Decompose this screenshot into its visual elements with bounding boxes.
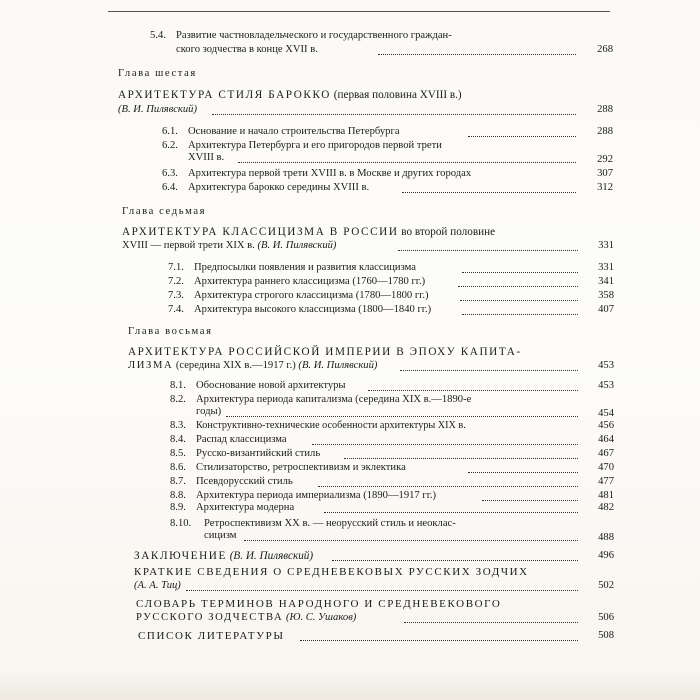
page-number: 453 xyxy=(598,360,614,371)
dot-leader xyxy=(344,458,578,459)
page-number: 358 xyxy=(598,290,614,301)
section-number: 6.1. xyxy=(162,126,178,137)
section-title-cont: сицизм xyxy=(204,530,237,541)
dot-leader xyxy=(312,444,578,445)
page-number: 288 xyxy=(597,126,613,137)
chapter-heading: Глава седьмая xyxy=(122,206,207,217)
section-title: Архитектура Петербурга и его пригородов первой трети xyxy=(188,140,442,151)
dot-leader xyxy=(482,500,578,501)
glossary-author: (Ю. С. Ушаков) xyxy=(285,612,357,623)
dot-leader xyxy=(458,286,578,287)
dot-leader xyxy=(404,622,578,623)
dot-leader xyxy=(468,136,576,137)
dot-leader xyxy=(238,162,576,163)
page-number: 464 xyxy=(598,434,614,445)
section-title: Архитектура барокко середины XVIII в. xyxy=(188,182,370,193)
glossary-title: СЛОВАРЬ ТЕРМИНОВ НАРОДНОГО И СРЕДНЕВЕКОВОГО xyxy=(136,598,502,610)
top-rule xyxy=(108,11,610,12)
glossary-title-line2: РУССКОГО ЗОДЧЕСТВА xyxy=(136,612,284,623)
chapter-heading: Глава восьмая xyxy=(128,326,213,337)
section-number: 8.7. xyxy=(170,476,186,487)
brief-title: КРАТКИЕ СВЕДЕНИЯ О СРЕДНЕВЕКОВЫХ РУССКИХ ЗОДЧИХ xyxy=(134,566,529,578)
section-number: 8.10. xyxy=(170,518,192,529)
page-number: 268 xyxy=(597,44,613,55)
dot-leader xyxy=(324,512,578,513)
section-number: 8.1. xyxy=(170,380,186,391)
section-number: 7.2. xyxy=(168,276,184,287)
page-number: 477 xyxy=(598,476,614,487)
section-number: 8.3. xyxy=(170,420,186,431)
section-title: Предпосылки появления и развития классицизма xyxy=(194,262,416,273)
page-number: 331 xyxy=(598,262,614,273)
section-number: 8.9. xyxy=(170,502,186,513)
section-number: 8.6. xyxy=(170,462,186,473)
chapter-title: АРХИТЕКТУРА РОССИЙСКОЙ ИМПЕРИИ В ЭПОХУ КАПИТА- xyxy=(128,346,522,358)
chapter-title-cont xyxy=(122,240,336,252)
dot-leader xyxy=(398,250,578,251)
section-title: Архитектура первой трети XVIII в. в Москве и других городах xyxy=(188,168,472,179)
glossary-title-cont xyxy=(136,612,356,624)
section-number: 8.4. xyxy=(170,434,186,445)
chapter-heading: Глава шестая xyxy=(118,68,197,79)
section-number: 6.3. xyxy=(162,168,178,179)
conclusion-entry xyxy=(134,550,313,562)
chapter-author: (В. И. Пилявский) xyxy=(257,240,337,251)
dot-leader xyxy=(300,640,578,641)
section-title-cont: XVIII в. xyxy=(188,152,225,163)
chapter-author: (В. И. Пилявский) xyxy=(118,104,197,115)
section-title: Конструктивно-технические особенности архитектуры XIX в. xyxy=(196,420,466,431)
dot-leader xyxy=(318,486,578,487)
page-number: 456 xyxy=(598,420,614,431)
section-number: 8.5. xyxy=(170,448,186,459)
section-title: Русско-византийский стиль xyxy=(196,448,321,459)
section-number: 7.1. xyxy=(168,262,184,273)
chapter-title-cont xyxy=(128,360,377,372)
chapter-subtitle: (первая половина XVIII в.) xyxy=(333,89,462,101)
section-title: Распад классицизма xyxy=(196,434,287,445)
dot-leader xyxy=(400,370,578,371)
conclusion-title: ЗАКЛЮЧЕНИЕ xyxy=(134,550,227,562)
dot-leader xyxy=(332,560,578,561)
page-number: 496 xyxy=(598,550,614,561)
page-number: 482 xyxy=(598,502,614,513)
section-title: Архитектура высокого классицизма (1800—1840 гг.) xyxy=(194,304,432,315)
dot-leader xyxy=(368,390,578,391)
page-number: 307 xyxy=(597,168,613,179)
page-number: 502 xyxy=(598,580,614,591)
brief-author: (А. А. Тиц) xyxy=(134,580,181,591)
page-number: 331 xyxy=(598,240,614,251)
page-number: 467 xyxy=(598,448,614,459)
dot-leader xyxy=(212,114,576,115)
section-title: Псевдорусский стиль xyxy=(196,476,293,487)
dot-leader xyxy=(462,272,578,273)
dot-leader xyxy=(402,192,576,193)
section-number: 7.4. xyxy=(168,304,184,315)
section-number: 7.3. xyxy=(168,290,184,301)
chapter-title xyxy=(122,226,495,238)
chapter-title-text: АРХИТЕКТУРА СТИЛЯ БАРОККО xyxy=(118,89,331,101)
section-title-cont: годы) xyxy=(196,406,222,417)
section-title: Основание и начало строительства Петербурга xyxy=(188,126,400,137)
dot-leader xyxy=(378,54,576,55)
chapter-title-line2: ЛИЗМА xyxy=(128,360,174,371)
section-title: Архитектура модерна xyxy=(196,502,295,513)
section-title: Архитектура периода капитализма (середина XIX в.—1890-е xyxy=(196,394,472,405)
chapter-subtitle: во второй половине xyxy=(401,226,496,238)
page-bottom-shadow xyxy=(0,670,700,700)
dot-leader xyxy=(244,540,578,541)
section-number: 8.2. xyxy=(170,394,186,405)
literature-title: СПИСОК ЛИТЕРАТУРЫ xyxy=(138,630,285,642)
chapter-title xyxy=(118,89,462,101)
dot-leader xyxy=(460,300,578,301)
section-title: Архитектура строгого классицизма (1780—1800 гг.) xyxy=(194,290,429,301)
page-number: 506 xyxy=(598,612,614,623)
page-number: 288 xyxy=(597,104,613,115)
section-title: Развитие частновладельческого и государственного граждан- xyxy=(176,30,452,41)
chapter-subtitle: (середина XIX в.—1917 г.) xyxy=(175,360,296,371)
section-title-cont: ского зодчества в конце XVII в. xyxy=(176,44,318,55)
chapter-author: (В. И. Пилявский) xyxy=(298,360,378,371)
page-number: 481 xyxy=(598,490,614,501)
page-number: 292 xyxy=(597,154,613,165)
page-number: 341 xyxy=(598,276,614,287)
section-title: Ретроспективизм XX в. — неорусский стиль и неоклас- xyxy=(204,518,456,529)
page-number: 488 xyxy=(598,532,614,543)
dot-leader xyxy=(226,416,578,417)
page-number: 407 xyxy=(598,304,614,315)
section-number: 6.4. xyxy=(162,182,178,193)
section-number: 8.8. xyxy=(170,490,186,501)
section-number: 6.2. xyxy=(162,140,178,151)
section-number: 5.4. xyxy=(150,30,166,41)
chapter-title-text: АРХИТЕКТУРА КЛАССИЦИЗМА В РОССИИ xyxy=(122,226,399,238)
conclusion-author: (В. И. Пилявский) xyxy=(229,550,314,562)
section-title: Архитектура периода империализма (1890—1917 гг.) xyxy=(196,490,437,501)
chapter-title-line2: XVIII — первой трети XIX в. xyxy=(122,240,255,251)
section-title: Архитектура раннего классицизма (1760—1780 гг.) xyxy=(194,276,426,287)
section-title: Стилизаторство, ретроспективизм и эклектика xyxy=(196,462,406,473)
page-number: 312 xyxy=(597,182,613,193)
page-number: 470 xyxy=(598,462,614,473)
page-number: 453 xyxy=(598,380,614,391)
dot-leader xyxy=(468,472,578,473)
dot-leader xyxy=(186,590,578,591)
dot-leader xyxy=(462,314,578,315)
page-number: 454 xyxy=(598,408,614,419)
page-number: 508 xyxy=(598,630,614,641)
section-title: Обоснование новой архитектуры xyxy=(196,380,346,391)
